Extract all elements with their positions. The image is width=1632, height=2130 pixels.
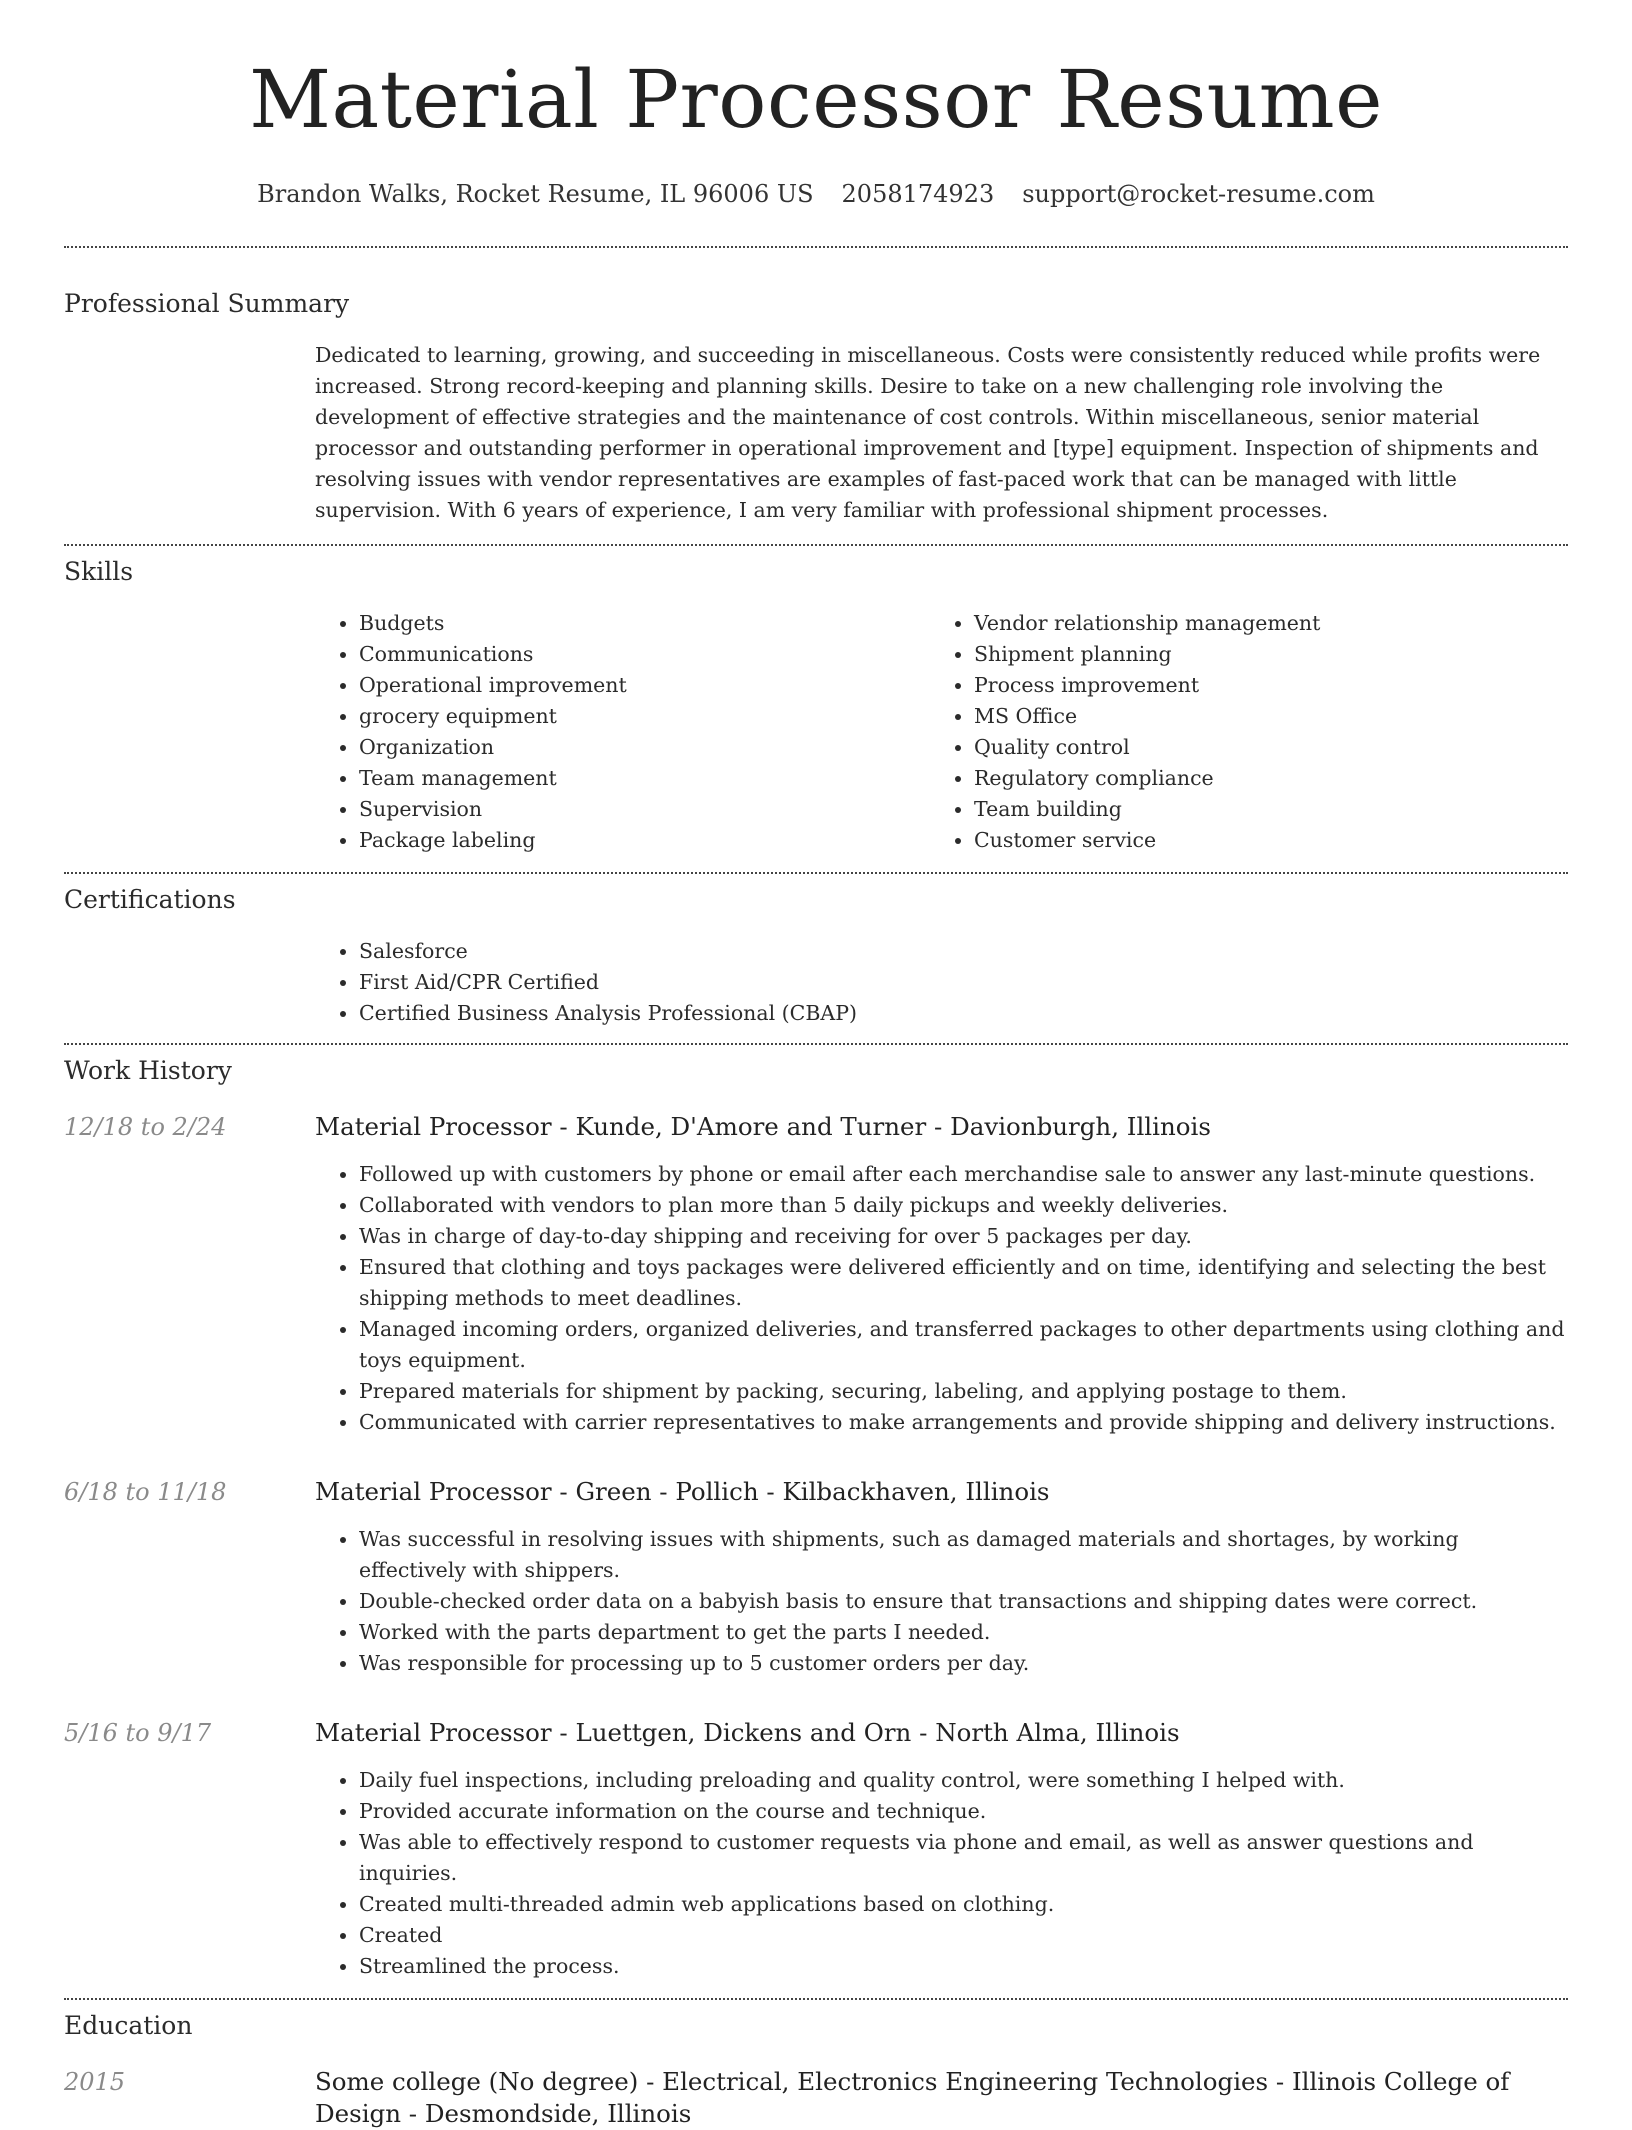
certifications-heading: Certifications	[64, 885, 236, 914]
skill-item: • Regulatory compliance	[974, 763, 1545, 794]
resume-title: Material Processor Resume	[249, 53, 1383, 146]
summary-section	[64, 248, 1568, 526]
job-bullet: • Managed incoming orders, organized deliveries, and transferred packages to other departments using clothing and toys equipment.	[359, 1314, 1568, 1376]
summary-heading: Professional Summary	[64, 289, 350, 318]
job-bullet: • Created	[359, 1920, 1568, 1951]
job-title: Material Processor - Green - Pollich - Kilbackhaven, Illinois	[315, 1477, 1050, 1506]
skill-item: • Process improvement	[974, 670, 1545, 701]
skills-section	[64, 546, 1568, 856]
contact-line	[64, 178, 1568, 210]
skill-item: • MS Office	[974, 701, 1545, 732]
certification-item: • Salesforce	[359, 936, 1568, 967]
certification-item: • First Aid/CPR Certified	[359, 967, 1568, 998]
work-history-heading: Work History	[64, 1056, 232, 1085]
job-bullet: • Double-checked order data on a babyish basis to ensure that transactions and shipping dates were correct.	[359, 1586, 1568, 1617]
skill-item: • grocery equipment	[359, 701, 930, 732]
job-bullet: • Collaborated with vendors to plan more than 5 daily pickups and weekly deliveries.	[359, 1190, 1568, 1221]
skill-item: • Quality control	[974, 732, 1545, 763]
skill-item: • Organization	[359, 732, 930, 763]
certification-item: • Certified Business Analysis Professional (CBAP)	[359, 998, 1568, 1029]
job-date: 5/16 to 9/17	[64, 1719, 212, 1747]
certifications-section	[64, 874, 1568, 1029]
job-bullet: • Streamlined the process.	[359, 1951, 1568, 1982]
contact-phone: 2058174923	[841, 180, 995, 208]
job-bullet: • Created multi-threaded admin web applications based on clothing.	[359, 1889, 1568, 1920]
job-title: Material Processor - Luettgen, Dickens and Orn - North Alma, Illinois	[315, 1718, 1180, 1747]
education-date: 2015	[64, 2068, 126, 2096]
job-bullet: • Ensured that clothing and toys packages were delivered efficiently and on time, identifying and selecting the best shipping methods to meet deadlines.	[359, 1252, 1568, 1314]
contact-email: support@rocket-resume.com	[1022, 180, 1375, 208]
skill-item: • Operational improvement	[359, 670, 930, 701]
job-bullet: • Daily fuel inspections, including preloading and quality control, were something I helped with.	[359, 1765, 1568, 1796]
job-title: Material Processor - Kunde, D'Amore and Turner - Davionburgh, Illinois	[315, 1112, 1211, 1141]
job-entry	[64, 1717, 1568, 1982]
education-title: Some college (No degree) - Electrical, Electronics Engineering Technologies - Illinois College of Design - Desmondside, Illinois	[315, 2067, 1510, 2128]
skill-item: • Budgets	[359, 608, 930, 639]
job-bullet: • Was able to effectively respond to customer requests via phone and email, as well as answer questions and inquiries.	[359, 1827, 1568, 1889]
job-bullet: • Was in charge of day-to-day shipping and receiving for over 5 packages per day.	[359, 1221, 1568, 1252]
skill-item: • Supervision	[359, 794, 930, 825]
job-bullet: • Worked with the parts department to get the parts I needed.	[359, 1617, 1568, 1648]
job-bullet: • Was successful in resolving issues with shipments, such as damaged materials and shortages, by working effectively with shippers.	[359, 1524, 1568, 1586]
education-entry	[64, 2066, 1568, 2130]
education-section	[64, 2000, 1568, 2130]
job-bullet: • Provided accurate information on the course and technique.	[359, 1796, 1568, 1827]
job-entry	[64, 1111, 1568, 1438]
job-bullet: • Communicated with carrier representatives to make arrangements and provide shipping and delivery instructions.	[359, 1407, 1568, 1438]
skill-item: • Shipment planning	[974, 639, 1545, 670]
skill-item: • Communications	[359, 639, 930, 670]
job-bullet: • Prepared materials for shipment by packing, securing, labeling, and applying postage to them.	[359, 1376, 1568, 1407]
job-bullet: • Was responsible for processing up to 5 customer orders per day.	[359, 1648, 1568, 1679]
job-bullet: • Followed up with customers by phone or email after each merchandise sale to answer any last-minute questions.	[359, 1159, 1568, 1190]
education-heading: Education	[64, 2011, 193, 2040]
skills-column-right	[930, 608, 1545, 856]
skill-item: • Customer service	[974, 825, 1545, 856]
work-history-section	[64, 1045, 1568, 1982]
summary-text: Dedicated to learning, growing, and succeeding in miscellaneous. Costs were consistently reduced while profits were increased. Strong record-keeping and planning skills. Desire to take on a new challenging role involving the development of effective strategies and the maintenance of cost controls. Within miscellaneous, senior material processor and outstanding performer in operational improvement and [type] equipment. Inspection of shipments and resolving issues with vendor representatives are examples of fast-paced work that can be managed with little supervision. With 6 years of experience, I am very familiar with professional shipment processes.	[315, 343, 1541, 522]
skills-column-left	[315, 608, 930, 856]
job-entry	[64, 1476, 1568, 1679]
skill-item: • Team building	[974, 794, 1545, 825]
skills-heading: Skills	[64, 557, 134, 586]
skill-item: • Team management	[359, 763, 930, 794]
job-date: 6/18 to 11/18	[64, 1478, 227, 1506]
skill-item: • Vendor relationship management	[974, 608, 1545, 639]
contact-address: Brandon Walks, Rocket Resume, IL 96006 US	[257, 180, 814, 208]
job-date: 12/18 to 2/24	[64, 1113, 227, 1141]
skill-item: • Package labeling	[359, 825, 930, 856]
